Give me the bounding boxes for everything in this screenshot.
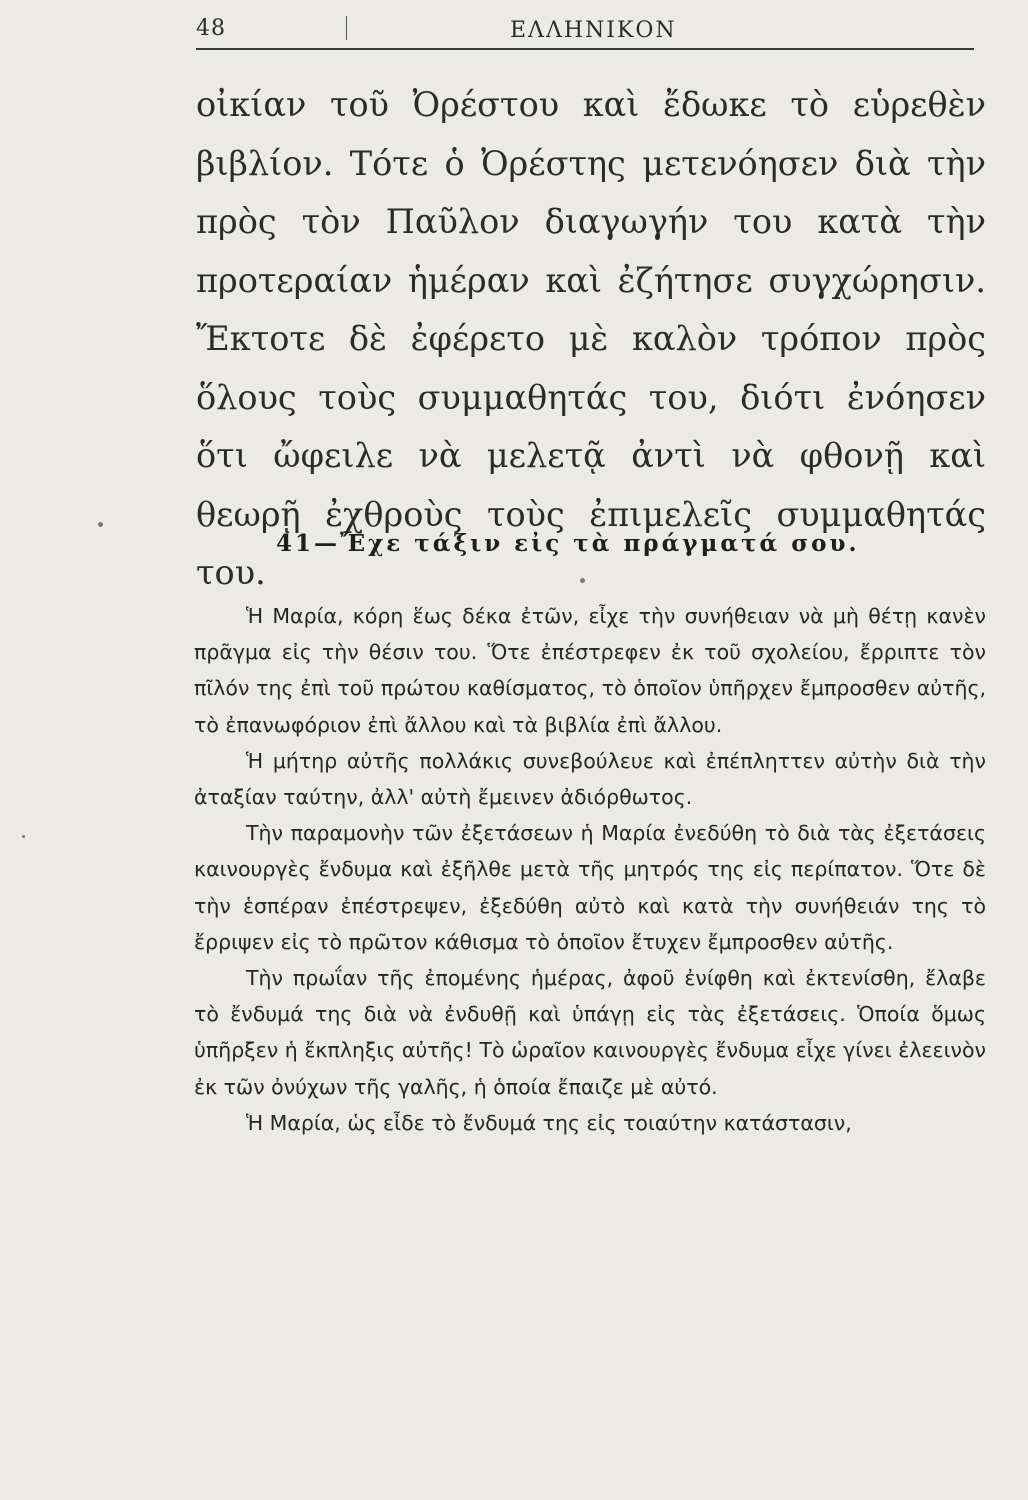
page-number: 48: [196, 16, 226, 41]
section-body: [194, 598, 986, 1141]
print-speck: [580, 578, 585, 583]
running-title: ΕΛΛΗΝΙΚΟΝ: [510, 18, 677, 43]
lead-paragraph: οἰκίαν τοῦ Ὀρέστου καὶ ἔδωκε τὸ εὑρεθὲν βιβλίον. Τότε ὁ Ὀρέστης μετενόησεν διὰ τὴν πρὸς τὸν Παῦλον διαγωγήν του κατὰ τὴν προτεραίαν ἡμέραν καὶ ἐζήτησε συγχώρησιν. Ἔκτοτε δὲ ἐφέρετο μὲ καλὸν τρόπον πρὸς ὅλους τοὺς συμμαθητάς του, διότι ἐνόησεν ὅτι ὤφειλε νὰ μελετᾷ ἀντὶ νὰ φθονῇ καὶ θεωρῇ ἐχθροὺς τοὺς ἐπιμελεῖς συμμαθητάς του.: [196, 85, 986, 592]
body-paragraph: Ἡ Μαρία, κόρη ἕως δέκα ἐτῶν, εἶχε τὴν συνήθειαν νὰ μὴ θέτῃ κανὲν πρᾶγμα εἰς τὴν θέσιν του. Ὅτε ἐπέστρεφεν ἐκ τοῦ σχολείου, ἔρριπτε τὸν πῖλόν της ἐπὶ τοῦ πρώτου καθίσματος, τὸ ὁποῖον ὑπῆρχεν ἔμπροσθεν αὐτῆς, τὸ ἐπανωφόριον ἐπὶ ἄλλου καὶ τὰ βιβλία ἐπὶ ἄλλου.: [194, 604, 986, 737]
section-heading: 41—Ἔχε τάξιν εἰς τὰ πράγματά σου.: [276, 530, 860, 557]
body-paragraph: Ἡ μήτηρ αὐτῆς πολλάκις συνεβούλευε καὶ ἐπέπληττεν αὐτὴν διὰ τὴν ἀταξίαν ταύτην, ἀλλ' αὐτὴ ἔμεινεν ἀδιόρθωτος.: [194, 748, 986, 810]
header-divider: [346, 16, 347, 40]
body-paragraph: Τὴν παραμονὴν τῶν ἐξετάσεων ἡ Μαρία ἐνεδύθη τὸ διὰ τὰς ἐξετάσεις καινουργὲς ἔνδυμα καὶ ἐξῆλθε μετὰ τῆς μητρός της εἰς περίπατον. Ὅτε δὲ τὴν ἑσπέραν ἐπέστρεψεν, ἐξεδύθη αὐτὸ καὶ κατὰ τὴν συνήθειάν της τὸ ἔρριψεν εἰς τὸ πρῶτον κάθισμα τὸ ὁποῖον ἔτυχεν ἔμπροσθεν αὐτῆς.: [194, 821, 986, 954]
body-paragraph: Ἡ Μαρία, ὡς εἶδε τὸ ἔνδυμά της εἰς τοιαύτην κατάστασιν,: [246, 1110, 852, 1135]
body-paragraph: Τὴν πρωΐαν τῆς ἐπομένης ἡμέρας, ἀφοῦ ἐνίφθη καὶ ἐκτενίσθη, ἔλαβε τὸ ἔνδυμά της διὰ νὰ ἐνδυθῇ καὶ ὑπάγῃ εἰς τὰς ἐξετάσεις. Ὁποία ὅμως ὑπῆρξεν ἡ ἔκπληξις αὐτῆς! Τὸ ὡραῖον καινουργὲς ἔνδυμα εἶχε γίνει ἐλεεινὸν ἐκ τῶν ὀνύχων τῆς γαλῆς, ἡ ὁποία ἔπαιζε μὲ αὐτό.: [194, 966, 986, 1099]
print-speck: [98, 522, 103, 527]
lead-text-block: [196, 76, 986, 603]
page-header: [196, 12, 974, 50]
print-speck: [22, 835, 25, 838]
